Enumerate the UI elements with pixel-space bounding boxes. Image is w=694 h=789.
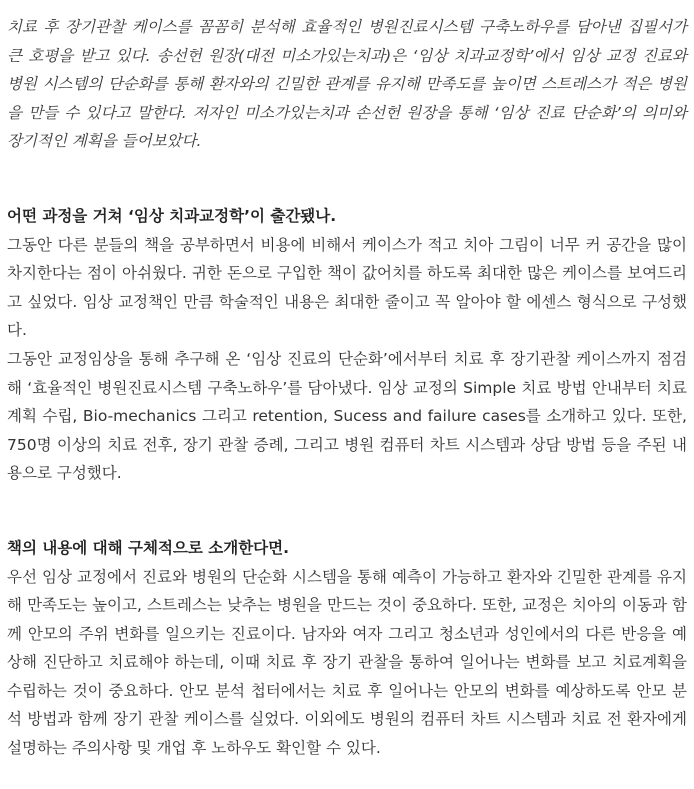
qa-section-book-content [7,534,687,763]
interview-question: 책의 내용에 대해 구체적으로 소개한다면. [7,538,290,557]
qa-section-publication [7,202,687,488]
interview-question: 어떤 과정을 거쳐 ‘임상 치과교정학’이 출간됐나. [7,206,337,225]
answer-paragraph: 우선 임상 교정에서 진료와 병원의 단순화 시스템을 통해 예측이 가능하고 환자와 긴밀한 관계를 유지해 만족도는 높이고, 스트레스는 낮추는 병원을 만드는 것이 중요하다. 또한, 교정은 치아의 이동과 함께 안모의 주위 변화를 일으키는 진료이다. 남자와 여자 그리고 청소년과 성인에서의 다른 반응을 예상해 진단하고 치료해야 하는데, 이때 치료 후 장기 관찰을 통하여 일어나는 변화를 보고 치료계획을 수립하는 것이 중요하다. 안모 분석 첩터에서는 치료 후 일어나는 안모의 변화를 예상하도록 안모 분석 방법과 함께 장기 관찰 케이스를 실었다. 이외에도 병원의 컴퓨터 차트 시스템과 치료 전 환자에게 설명하는 주의사항 및 개업 후 노하우도 확인할 수 있다. [7,567,687,758]
article-lead: 치료 후 장기관찰 케이스를 꼼꼼히 분석해 효율적인 병원진료시스템 구축노하우를 담아낸 집필서가 큰 호평을 받고 있다. 송선헌 원장(대전 미소가있는치과)은 ‘임상 치과교정학’에서 임상 교정 진료와 병원 시스템의 단순화를 통해 환자와의 긴밀한 관계를 유지해 만족도를 높이면 스트레스가 적은 병원을 만들 수 있다고 말한다. 저자인 미소가있는치과 손선헌 원장을 통해 ‘임상 진료 단순화’의 의미와 장기적인 계획을 들어보았다. [7,18,687,151]
answer-paragraph: 그동안 다른 분들의 책을 공부하면서 비용에 비해서 케이스가 적고 치아 그림이 너무 커 공간을 많이 차지한다는 점이 아쉬웠다. 귀한 돈으로 구입한 책이 값어치를 하도록 최대한 많은 케이스를 보여드리고 싶었다. 임상 교정책인 만큼 학술적인 내용은 최대한 줄이고 꼭 알아야 할 에센스 형식으로 구성했다. [7,235,687,340]
answer-paragraph: 그동안 교정임상을 통해 추구해 온 ‘임상 진료의 단순화’에서부터 치료 후 장기관찰 케이스까지 점검해 ‘효율적인 병원진료시스템 구축노하우’를 담아냈다. 임상 교정의 Simple 치료 방법 안내부터 치료계획 수립, Bio-mechanics 그리고 retention, Sucess and failure cases를 소개하고 있다. 또한, 750명 이상의 치료 전후, 장기 관찰 증례, 그리고 병원 컴퓨터 차트 시스템과 상담 방법 등을 주된 내용으로 구성했다. [7,349,687,483]
article-body [7,13,687,763]
